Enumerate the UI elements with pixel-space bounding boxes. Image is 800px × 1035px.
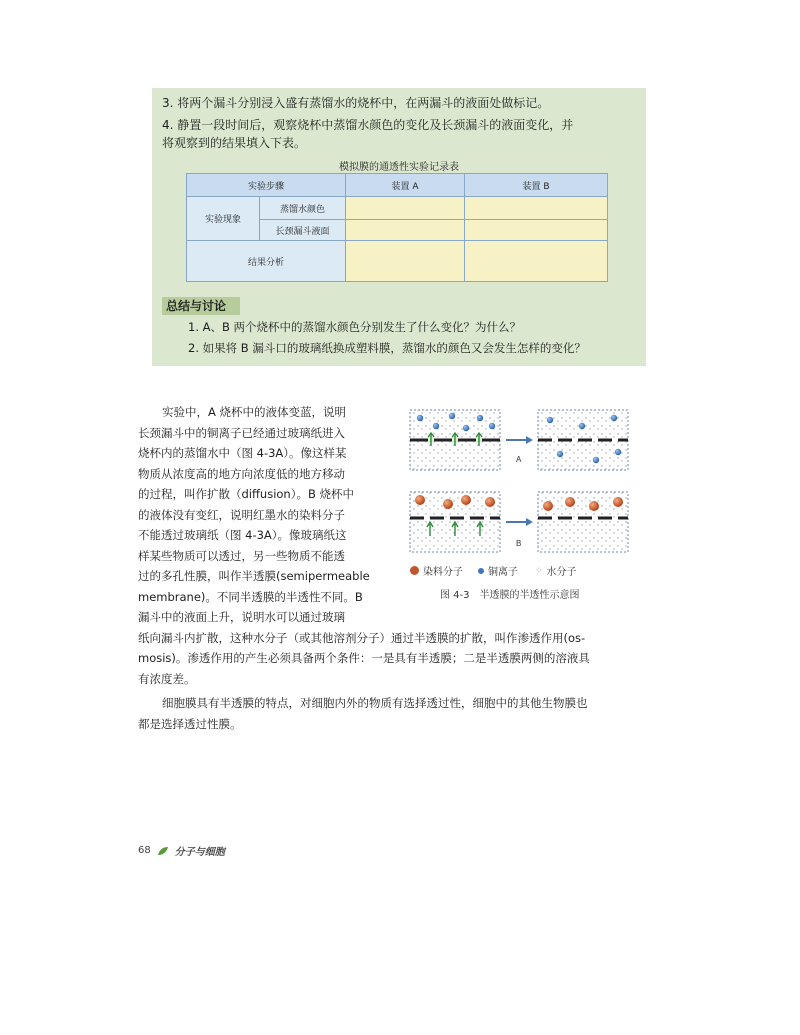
question-1: 1. A、B 两个烧杯中的蒸馏水颜色分别发生了什么变化？为什么？	[188, 320, 522, 334]
table-row-analysis: 结果分析	[187, 241, 346, 282]
table-cell-a-water[interactable]	[346, 197, 465, 220]
dye-molecule-icon	[410, 566, 419, 575]
panel-a-label: A	[516, 455, 522, 464]
body-line: 的过程，叫作扩散（diffusion）。B 烧杯中	[138, 487, 355, 501]
table-row-phenomenon: 实验现象	[187, 197, 260, 241]
legend-water	[535, 563, 577, 578]
body-line: 样某些物质可以透过，另一些物质不能透	[138, 548, 345, 563]
legend-water-label: 水分子	[546, 567, 577, 578]
body-line: 都是选择透过性膜。	[138, 716, 242, 731]
leaf-icon	[157, 846, 169, 856]
body-line: mosis)。渗透作用的产生必须具备两个条件：一是具有半透膜；二是半透膜两侧的溶液具	[138, 651, 590, 665]
body-line: 纸向漏斗内扩散，这种水分子（或其他溶剂分子）通过半透膜的扩散，叫作渗透作用(os-	[138, 630, 586, 645]
legend-dye	[410, 563, 463, 578]
panel-b-after	[538, 492, 628, 552]
panel-a-before	[410, 410, 500, 470]
table-header-device-a: 装置 A	[346, 174, 465, 197]
body-line: 物质从浓度高的地方向浓度低的地方移动	[138, 466, 345, 481]
book-title: 分子与细胞	[174, 847, 225, 858]
body-line: 漏斗中的液面上升，说明水可以通过玻璃	[138, 610, 345, 624]
question-2: 2. 如果将 B 漏斗口的玻璃纸换成塑料膜，蒸馏水的颜色又会发生怎样的变化？	[188, 341, 586, 355]
legend-dye-label: 染料分子	[423, 567, 463, 578]
water-molecule-icon: ⁘	[535, 565, 543, 576]
body-line: 实验中，A 烧杯中的液体变蓝，说明	[162, 405, 347, 419]
table-cell-b-analysis[interactable]	[465, 241, 608, 282]
table-cell-a-level[interactable]	[346, 220, 465, 241]
table-sub-water-color: 蒸馏水颜色	[260, 197, 346, 220]
body-line: 烧杯内的蒸馏水中（图 4-3A）。像这样某	[138, 446, 347, 460]
table-header-device-b: 装置 B	[465, 174, 608, 197]
body-line: 有浓度差。	[138, 671, 196, 686]
page-number: 68	[138, 845, 151, 856]
table-cell-b-level[interactable]	[465, 220, 608, 241]
table-cell-a-analysis[interactable]	[346, 241, 465, 282]
body-line: 的液体没有变红，说明红墨水的染料分子	[138, 507, 345, 522]
body-line: 长颈漏斗中的铜离子已经通过玻璃纸进入	[138, 425, 345, 440]
figure-caption: 图 4-3 半透膜的半透性示意图	[440, 590, 580, 601]
page-footer	[138, 843, 225, 858]
body-line: 不能透过玻璃纸（图 4-3A）。像玻璃纸这	[138, 528, 347, 542]
arrow-a-icon	[506, 436, 533, 444]
body-line: 过的多孔性膜，叫作半透膜(semipermeable	[138, 569, 370, 583]
table-header-steps: 实验步骤	[187, 174, 346, 197]
panel-a-after	[538, 410, 628, 470]
step-3-text: 3. 将两个漏斗分别浸入盛有蒸馏水的烧杯中，在两漏斗的液面处做标记。	[162, 96, 550, 110]
table-cell-b-water[interactable]	[465, 197, 608, 220]
legend-copper-label: 铜离子	[488, 567, 518, 578]
table-title: 模拟膜的通透性实验记录表	[339, 162, 459, 173]
step-4-text-line2: 将观察到的结果填入下表。	[162, 136, 307, 150]
summary-heading: 总结与讨论	[162, 297, 240, 315]
copper-ion-icon	[478, 568, 484, 574]
step-4-text-line1: 4. 静置一段时间后，观察烧杯中蒸馏水颜色的变化及长颈漏斗的液面变化，并	[162, 118, 574, 132]
panel-b-label: B	[516, 539, 522, 548]
panel-b-before	[410, 492, 500, 552]
arrow-b-icon	[506, 518, 533, 526]
record-table	[186, 173, 608, 282]
legend-copper	[478, 563, 518, 578]
body-line: membrane)。不同半透膜的半透性不同。B	[138, 589, 363, 604]
table-sub-funnel-level: 长颈漏斗液面	[260, 220, 346, 241]
semipermeable-figure	[400, 400, 630, 560]
body-line: 细胞膜具有半透膜的特点，对细胞内外的物质有选择透过性，细胞中的其他生物膜也	[162, 696, 588, 710]
